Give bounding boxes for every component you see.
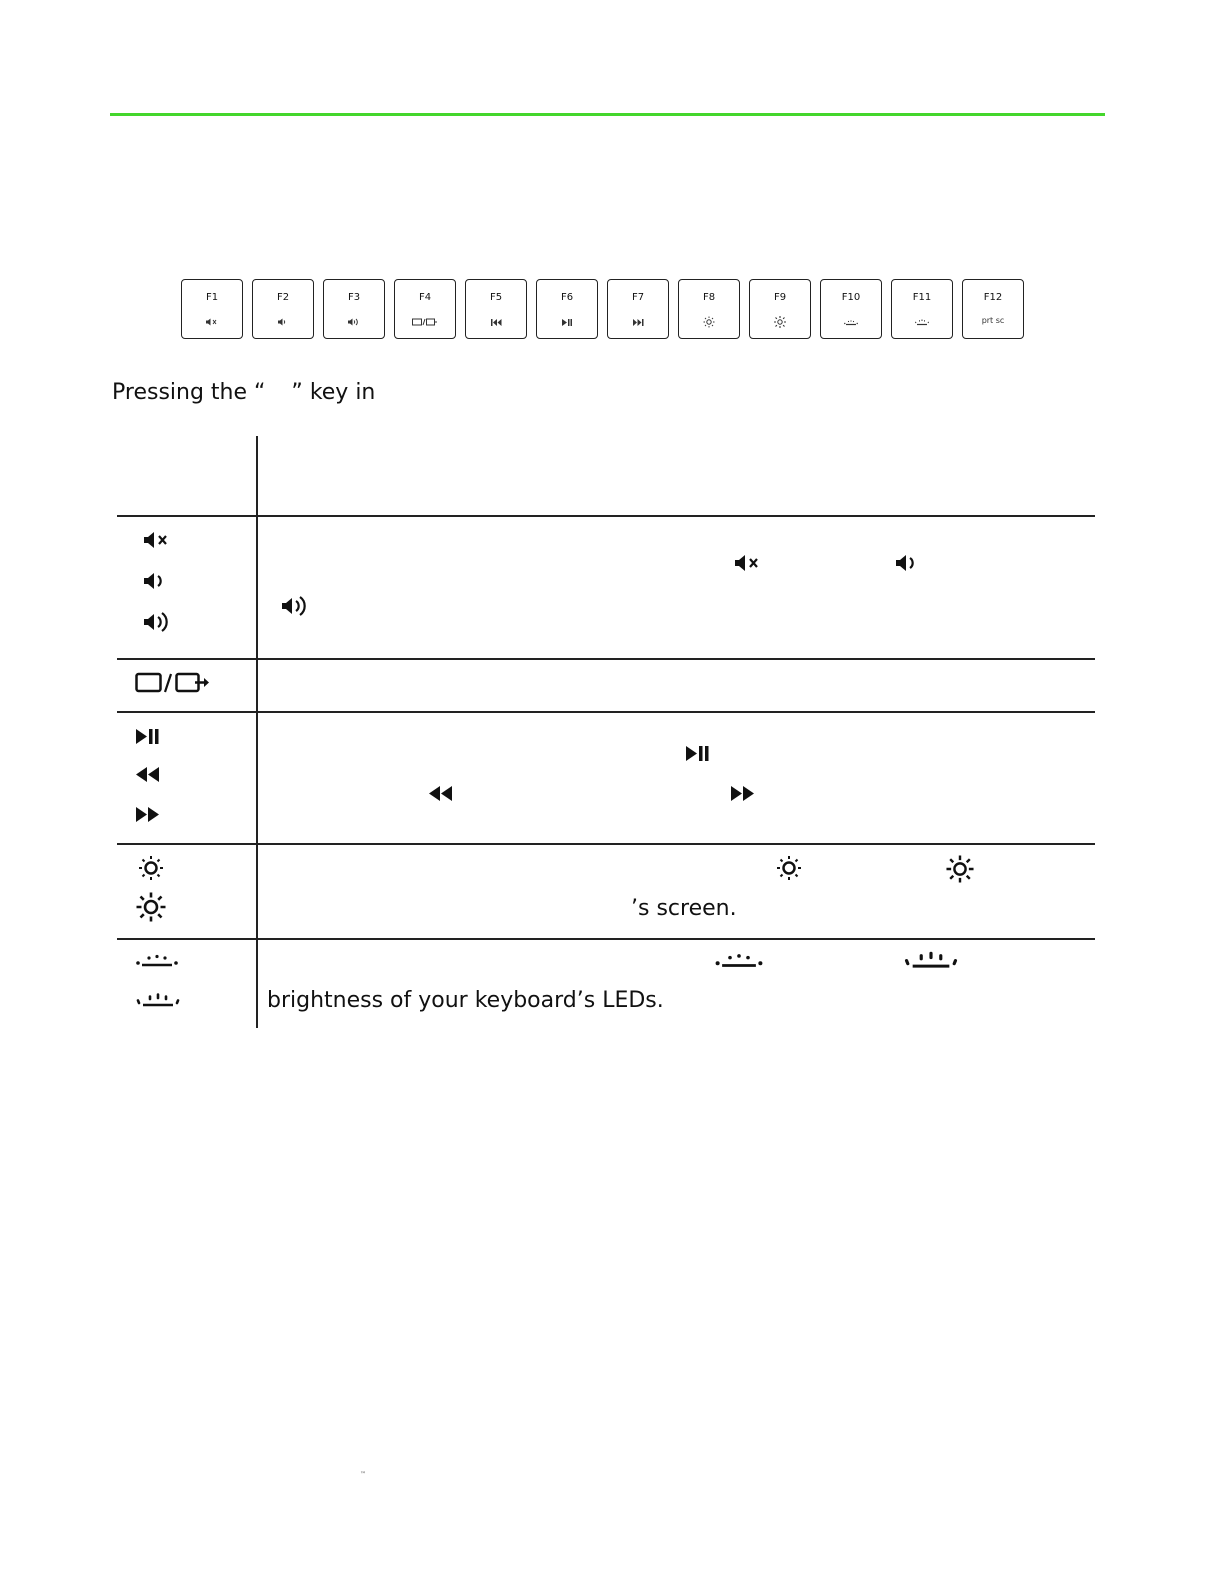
screen-brightness-down-icon [138, 855, 164, 881]
fkey-label: F10 [841, 292, 861, 303]
volume-down-icon [896, 553, 920, 573]
keyboard-led-description: brightness of your keyboard’s LEDs. [267, 988, 664, 1013]
volume-up-icon [144, 610, 172, 634]
fkey-f2 [252, 279, 314, 339]
display-switch-icon [135, 672, 211, 694]
intro-text-start: Pressing the “ [112, 380, 266, 405]
screen-brightness-down-icon [679, 316, 739, 328]
mute-icon [144, 531, 171, 549]
fkey-label: F7 [631, 292, 645, 303]
fast-forward-icon [731, 786, 755, 801]
play-pause-icon [136, 729, 160, 744]
fkey-f8 [678, 279, 740, 339]
volume-down-icon [144, 571, 168, 591]
screen-brightness-up-icon [946, 855, 974, 883]
volume-up-icon [282, 594, 310, 618]
fkey-label: F11 [912, 292, 932, 303]
fkey-f1 [181, 279, 243, 339]
volume-down-icon [253, 316, 313, 328]
keyboard-led-up-icon [904, 949, 958, 971]
fkey-label: F6 [560, 292, 574, 303]
keyboard-led-down-icon [136, 953, 178, 969]
table-row-divider [117, 711, 1095, 713]
fkey-label: F2 [276, 292, 290, 303]
fkey-f9 [749, 279, 811, 339]
table-row-divider [117, 938, 1095, 940]
keyboard-led-up-icon [136, 991, 180, 1009]
screen-brightness-up-icon [750, 316, 810, 328]
function-key-row [181, 279, 1031, 341]
fkey-label: F3 [347, 292, 361, 303]
fkey-f12 [962, 279, 1024, 339]
fkey-label: F8 [702, 292, 716, 303]
display-switch-icon [395, 316, 455, 328]
play-pause-icon [537, 316, 597, 328]
mute-icon [735, 554, 762, 572]
header-accent-rule [110, 113, 1105, 116]
previous-track-icon [466, 316, 526, 328]
next-track-icon [608, 316, 668, 328]
rewind-icon [429, 786, 453, 801]
trademark-symbol: ™ [360, 1471, 366, 1478]
fkey-label: F1 [205, 292, 219, 303]
keyboard-led-down-icon [821, 316, 881, 328]
screen-brightness-up-icon [136, 892, 166, 922]
keyboard-led-up-icon [892, 316, 952, 328]
mute-icon [182, 316, 242, 328]
fkey-label: F12 [983, 292, 1003, 303]
fkey-sublabel: prt sc [981, 316, 1005, 325]
table-row-divider [117, 658, 1095, 660]
screen-brightness-description: ’s screen. [631, 896, 737, 921]
keyboard-led-down-icon [714, 952, 764, 970]
fkey-f7 [607, 279, 669, 339]
fkey-f6 [536, 279, 598, 339]
table-row-divider [117, 843, 1095, 845]
fkey-f5 [465, 279, 527, 339]
screen-brightness-down-icon [776, 855, 802, 881]
fast-forward-icon [136, 807, 160, 822]
volume-up-icon [324, 316, 384, 328]
fkey-f3 [323, 279, 385, 339]
fkey-f4 [394, 279, 456, 339]
fkey-label: F4 [418, 292, 432, 303]
fkey-f11 [891, 279, 953, 339]
play-pause-icon [686, 746, 710, 761]
fkey-label: F9 [773, 292, 787, 303]
fkey-f10 [820, 279, 882, 339]
rewind-icon [136, 767, 160, 782]
intro-text-end: ” key in [291, 380, 376, 405]
table-row-divider [117, 515, 1095, 517]
intro-paragraph [112, 379, 375, 407]
fkey-label: F5 [489, 292, 503, 303]
